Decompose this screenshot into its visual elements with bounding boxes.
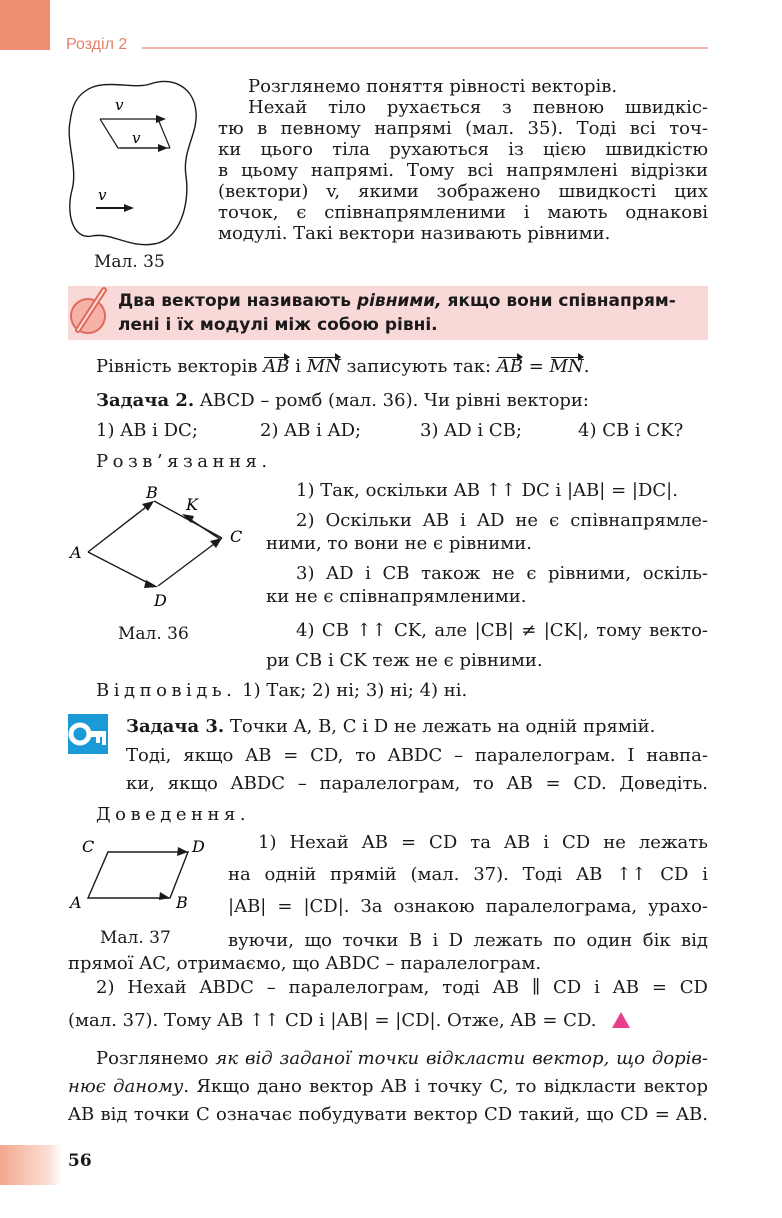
closing-italic: нює даному [68, 1076, 184, 1097]
point-label-d: D [192, 837, 205, 856]
bottom-corner-decoration [0, 1145, 62, 1185]
section-label: Розділ 2 [66, 36, 128, 53]
task2-statement [96, 390, 589, 411]
task3-line3: ки, якщо ABDC – паралелограм, то AB = CD. Доведіть. [126, 773, 708, 794]
closing-line3: AB від точки C означає побудувати вектор CD такий, що CD = AB. [68, 1104, 708, 1125]
vector-label-v: v [98, 186, 107, 204]
task2-option: 4) CB і CK? [578, 420, 684, 441]
task2-option: 2) AB і AD; [260, 420, 362, 441]
definition-line2: лені і їх модулі між собою рівні. [118, 315, 438, 335]
answer [96, 680, 467, 701]
proof-line [68, 1010, 630, 1031]
point-label-b: B [176, 893, 188, 912]
answer-label: Відповідь. [96, 680, 237, 701]
point-label-k: K [186, 495, 198, 514]
definition-part2: якщо вони співнапрям- [441, 291, 676, 311]
proof-line: 2) Нехай ABDC – паралелограм, тоді AB ∥ CD і AB = CD [96, 977, 708, 998]
intro-line: точок, є співнапрямленими і мають однакові [218, 202, 708, 223]
eq-text: записують так: [340, 356, 497, 377]
intro-line: тю в певному напрямі (мал. 35). Тоді всі точ- [218, 118, 708, 139]
definition-part1: Два вектори називають [118, 291, 357, 311]
intro-line: в цьому напрямі. Тому всі напрямлені відрізки [218, 160, 708, 181]
task2-option: 3) AD і CB; [420, 420, 522, 441]
task2-option: 1) AB і DC; [96, 420, 198, 441]
point-label-c: C [82, 837, 95, 856]
corner-decoration [0, 0, 50, 50]
intro-paragraph [218, 76, 708, 244]
figure-36-caption: Мал. 36 [118, 624, 189, 644]
intro-line: (вектори) v, якими зображено швидкості цих [218, 181, 708, 202]
point-label-d: D [154, 591, 167, 610]
equality-line [96, 356, 589, 377]
task3-title: Задача 3. [126, 716, 225, 737]
figure-37 [62, 832, 222, 922]
eq-text: Рівність векторів [96, 356, 264, 377]
proof-line-text: (мал. 37). Тому AB ↑↑ CD і |AB| = |CD|. Отже, AB = CD. [68, 1010, 597, 1031]
point-label-b: B [146, 483, 158, 502]
intro-line: модулі. Такі вектори називають рівними. [218, 223, 611, 244]
task3-text: Точки A, B, C і D не лежать на одній прямій. [224, 716, 656, 737]
page-number: 56 [68, 1151, 92, 1171]
solution-step-2b: ними, то вони не є рівними. [266, 533, 532, 554]
solution-step-3: 3) AD і CB також не є рівними, оскіль- [296, 563, 708, 584]
vector-mn: MN [306, 356, 341, 377]
solution-step-4b: ри CB і CK теж не є рівними. [266, 650, 543, 671]
eq-end: . [583, 356, 590, 377]
intro-line: ки цього тіла рухаються із цією швидкістю [218, 139, 708, 160]
proof-line: прямої AC, отримаємо, що ABDC – паралелограм. [68, 953, 542, 974]
vector-ab: AB [263, 356, 290, 377]
intro-line: Розглянемо поняття рівності векторів. [248, 76, 618, 97]
closing-text: Розглянемо [96, 1048, 216, 1069]
definition-emph: рівними, [356, 291, 442, 311]
solution-step-4: 4) CB ↑↑ CK, але |CB| ≠ |CK|, тому векто- [296, 620, 708, 641]
intro-line: Нехай тіло рухається з певною швидкіс- [248, 97, 708, 118]
proof-line: вуючи, що точки B і D лежать по один бік від [228, 930, 708, 951]
task3-line1 [126, 716, 655, 737]
closing-text: . Якщо дано вектор AB і точку C, то відкласти вектор [183, 1076, 708, 1097]
vector-label-v: v [132, 129, 141, 147]
end-of-proof-icon [612, 1012, 630, 1028]
eq-sign: = [522, 356, 550, 377]
proof-line: на одній прямій (мал. 37). Тоді AB ↑↑ CD і [228, 864, 708, 885]
answer-text: 1) Так; 2) ні; 3) ні; 4) ні. [236, 680, 468, 701]
pencil-icon [66, 284, 114, 342]
proof-label: Доведення. [96, 804, 251, 825]
closing-line2 [68, 1076, 708, 1097]
figure-35-caption: Мал. 35 [94, 252, 165, 272]
solution-label: Розв’язання. [96, 451, 272, 472]
proof-line: 1) Нехай AB = CD та AB і CD не лежать [258, 832, 708, 853]
figure-35 [62, 72, 212, 252]
figure-37-caption: Мал. 37 [100, 928, 171, 948]
task2-title: Задача 2. [96, 390, 195, 411]
task2-text: ABCD – ромб (мал. 36). Чи рівні вектори: [194, 390, 589, 411]
closing-italic: як від заданої точки відкласти вектор, що дорів- [215, 1048, 708, 1069]
key-icon [68, 714, 108, 754]
point-label-c: C [230, 527, 243, 546]
task3-line2: Тоді, якщо AB = CD, то ABDC – паралелограм. І навпа- [126, 745, 708, 766]
vector-label-v: v [115, 96, 124, 114]
solution-step-1: 1) Так, оскільки AB ↑↑ DC і |AB| = |DC|. [296, 480, 678, 501]
solution-step-2: 2) Оскільки AB і AD не є співнапрямле- [296, 510, 708, 531]
section-rule [142, 47, 708, 49]
figure-36 [62, 478, 262, 618]
eq-and: і [289, 356, 307, 377]
point-label-a: A [70, 543, 82, 562]
solution-step-3b: ки не є співнапрямленими. [266, 586, 527, 607]
point-label-a: A [70, 893, 82, 912]
proof-line: |AB| = |CD|. За ознакою паралелограма, урахо- [228, 896, 708, 917]
vector-mn: MN [549, 356, 584, 377]
definition-text [118, 289, 703, 337]
vector-ab: AB [496, 356, 523, 377]
closing-line1 [96, 1048, 708, 1069]
